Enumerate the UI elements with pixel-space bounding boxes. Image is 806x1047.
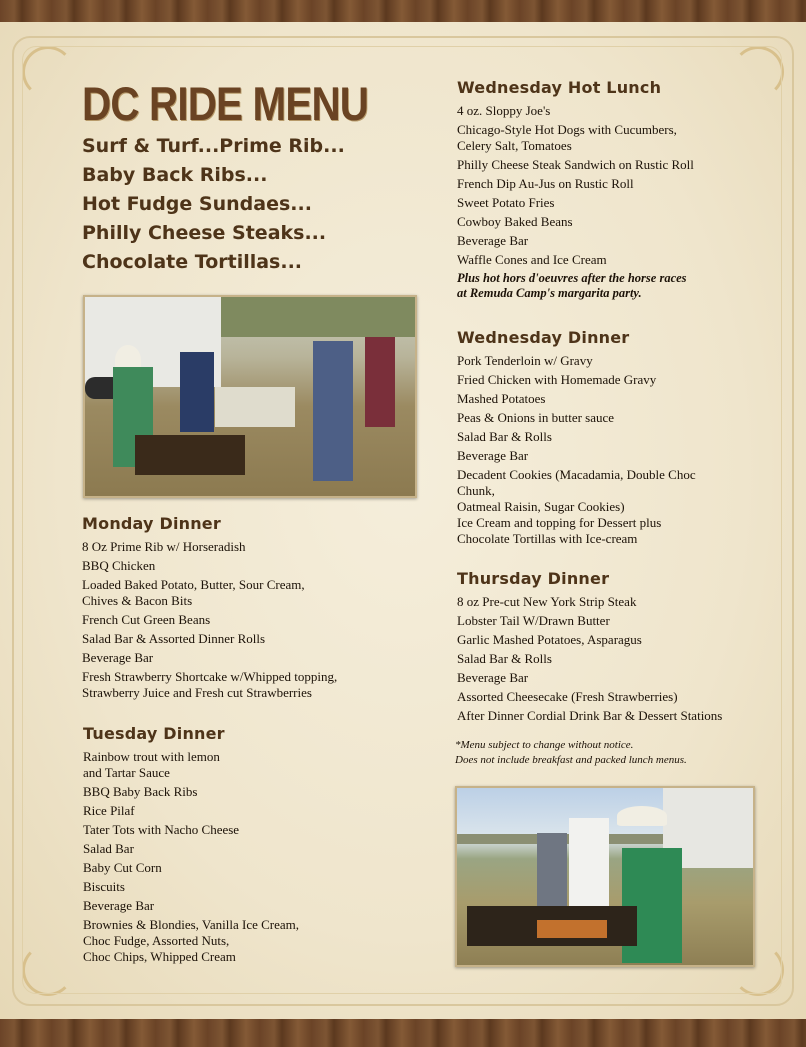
menu-item: Beverage Bar — [457, 233, 529, 248]
cowboy-hat-shape — [617, 806, 667, 826]
menu-item: Beverage Bar — [457, 670, 529, 685]
monday-dinner-section — [82, 514, 422, 704]
menu-item: Sweet Potato Fries — [457, 195, 555, 210]
wood-header-band — [0, 0, 806, 22]
grill-shape — [135, 435, 245, 475]
menu-item: Lobster Tail W/Drawn Butter — [457, 613, 610, 628]
menu-item: Rice Pilaf — [83, 803, 135, 818]
menu-item: Peas & Onions in butter sauce — [457, 410, 615, 425]
thursday-dinner-heading: Thursday Dinner — [457, 569, 610, 588]
wednesday-dinner-heading: Wednesday Dinner — [457, 328, 630, 347]
tagline: Philly Cheese Steaks... — [82, 222, 327, 244]
menu-item: Beverage Bar — [457, 448, 529, 463]
wednesday-lunch-section — [457, 78, 757, 301]
wednesday-dinner-list — [457, 353, 757, 547]
menu-title: DC RIDE MENU — [82, 77, 369, 130]
food-tray-shape — [215, 387, 295, 427]
catering-line-photo — [83, 295, 417, 498]
grilled-food-shape — [537, 920, 607, 938]
menu-item: Salad Bar & Rolls — [457, 429, 552, 444]
person-shape — [537, 833, 567, 913]
tuesday-dinner-section — [83, 724, 423, 968]
menu-item: Fried Chicken with Homemade Gravy — [457, 372, 657, 387]
wednesday-lunch-heading: Wednesday Hot Lunch — [457, 78, 662, 97]
menu-item: Salad Bar & Assorted Dinner Rolls — [82, 631, 266, 646]
menu-item: BBQ Baby Back Ribs — [83, 784, 198, 799]
tagline-list — [82, 132, 345, 277]
menu-item: Pork Tenderloin w/ Gravy — [457, 353, 593, 368]
menu-item: Chicago-Style Hot Dogs with Cucumbers, Celery Salt, Tomatoes — [457, 122, 677, 153]
person-shape — [365, 337, 395, 427]
tagline: Baby Back Ribs... — [82, 164, 268, 186]
thursday-dinner-list — [457, 594, 767, 724]
monday-dinner-heading: Monday Dinner — [82, 514, 221, 533]
menu-item: Garlic Mashed Potatoes, Asparagus — [457, 632, 642, 647]
man-in-jeans-shape — [313, 341, 353, 481]
menu-footnote: *Menu subject to change without notice. Does not include breakfast and packed lunch menus. — [455, 739, 687, 766]
menu-item: 8 oz Pre-cut New York Strip Steak — [457, 594, 637, 609]
tuesday-dinner-list — [83, 749, 423, 965]
menu-item: Beverage Bar — [82, 650, 154, 665]
menu-item: Tater Tots with Nacho Cheese — [83, 822, 240, 837]
wood-footer-band — [0, 1019, 806, 1047]
thursday-dinner-section — [457, 569, 767, 727]
menu-item: Biscuits — [83, 879, 125, 894]
margarita-party-note: Plus hot hors d'oeuvres after the horse races at Remuda Camp's margarita party. — [457, 271, 687, 300]
menu-item: Salad Bar — [83, 841, 134, 856]
menu-item: Baby Cut Corn — [83, 860, 162, 875]
menu-item: Waffle Cones and Ice Cream — [457, 252, 607, 267]
monday-dinner-list — [82, 539, 422, 701]
menu-item: After Dinner Cordial Drink Bar & Dessert Stations — [457, 708, 723, 723]
menu-item: BBQ Chicken — [82, 558, 156, 573]
tagline: Surf & Turf...Prime Rib... — [82, 135, 345, 157]
menu-item: French Cut Green Beans — [82, 612, 211, 627]
menu-item: Loaded Baked Potato, Butter, Sour Cream, Chives & Bacon Bits — [82, 577, 305, 608]
grill-crew-photo — [455, 786, 755, 967]
tagline: Chocolate Tortillas... — [82, 251, 303, 273]
menu-item: Fresh Strawberry Shortcake w/Whipped topping, Strawberry Juice and Fresh cut Strawberries — [82, 669, 338, 700]
menu-item: Decadent Cookies (Macadamia, Double Choc Chunk, Oatmeal Raisin, Sugar Cookies) Ice Cream and topping for Dessert plus Chocolate Tortillas with Ice-cream — [457, 467, 696, 546]
menu-item: 8 Oz Prime Rib w/ Horseradish — [82, 539, 246, 554]
tuesday-dinner-heading: Tuesday Dinner — [83, 724, 225, 743]
cook-apron-shape — [569, 818, 609, 918]
menu-item: Cowboy Baked Beans — [457, 214, 573, 229]
menu-item: French Dip Au-Jus on Rustic Roll — [457, 176, 634, 191]
person-shape — [180, 352, 214, 432]
menu-item: Beverage Bar — [83, 898, 155, 913]
menu-item: Assorted Cheesecake (Fresh Strawberries) — [457, 689, 678, 704]
tree-line-shape — [221, 297, 415, 337]
menu-item: Mashed Potatoes — [457, 391, 546, 406]
menu-item: Brownies & Blondies, Vanilla Ice Cream, Choc Fudge, Assorted Nuts, Choc Chips, Whipped Cream — [83, 917, 300, 964]
tagline: Hot Fudge Sundaes... — [82, 193, 312, 215]
menu-item: Salad Bar & Rolls — [457, 651, 552, 666]
menu-item: 4 oz. Sloppy Joe's — [457, 103, 551, 118]
menu-item: Rainbow trout with lemon and Tartar Sauce — [83, 749, 220, 780]
wednesday-dinner-section — [457, 328, 757, 550]
wednesday-lunch-list — [457, 103, 757, 268]
menu-item: Philly Cheese Steak Sandwich on Rustic Roll — [457, 157, 694, 172]
